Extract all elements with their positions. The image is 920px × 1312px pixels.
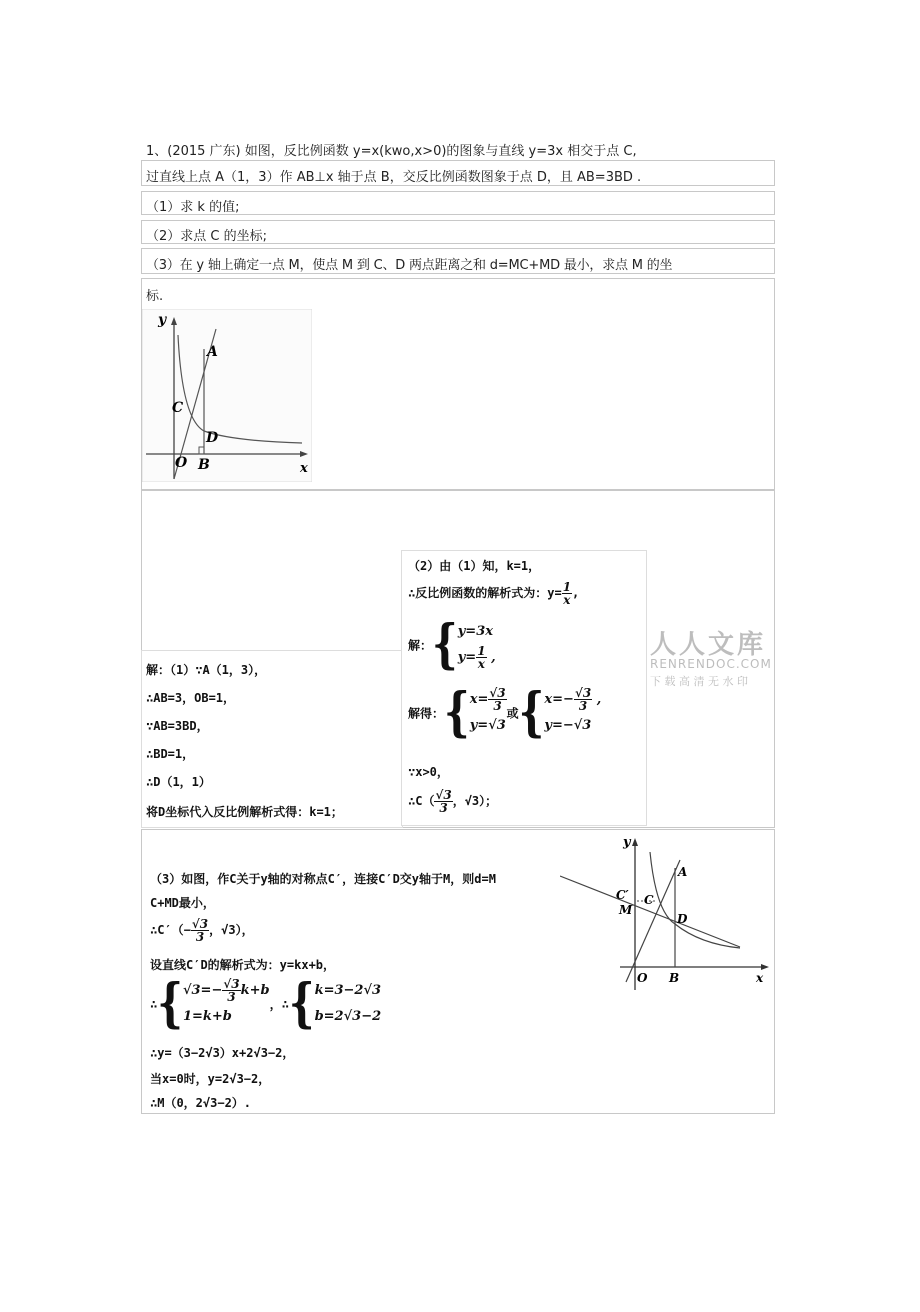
part-1-line-5: ∴D（1，1） [146, 775, 211, 789]
fig2-label-y: y [623, 835, 631, 850]
part-3-system-2-row-1: k=3−2√3 [314, 983, 382, 998]
problem-row-2 [141, 160, 775, 186]
part-3-system-1-row-2: 1=k+b [182, 1009, 232, 1024]
part-2-solution-2-y: y=−√3 [544, 718, 592, 733]
part-1-line-3: ∵AB=3BD， [146, 719, 209, 733]
part-2-system-frac-den: x [477, 657, 485, 671]
part-2-solution-1-x-left: x= [469, 692, 489, 707]
part-1-scan [141, 650, 403, 828]
part-2-system-rows [458, 619, 496, 671]
fig1-label-D: D [206, 430, 219, 446]
figure-1 [142, 309, 312, 482]
part-2-frac-den: x [563, 593, 571, 607]
part-2-solutions [408, 681, 602, 743]
part-2-system-label: 解： [408, 638, 433, 653]
question-row-2 [141, 220, 775, 244]
fig1-label-C: C [172, 400, 184, 416]
part-3-system-2-row-2: b=2√3−2 [314, 1009, 382, 1024]
part-3-system-1-row-1 [183, 978, 270, 1004]
part-2-solution-2-den: 3 [578, 699, 588, 713]
part-3-line-2: C+MD最小， [150, 896, 215, 910]
part-3-system-2 [315, 978, 382, 1030]
fig1-label-B: B [198, 457, 210, 473]
part-2-or: 或 [506, 706, 519, 721]
part-2-solution-1-y: y=√3 [469, 718, 506, 733]
part-3-system-1-row-1-left: √3=− [182, 983, 223, 998]
problem-line-2: 过直线上点 A（1，3）作 AB⊥x 轴于点 B，交反比例函数图象于点 D，且 AB=3BD . [146, 170, 642, 185]
part-2-scan [401, 550, 647, 826]
part-2-system [408, 613, 496, 675]
part-3-line-1: （3）如图，作C关于y轴的对称点C′，连接C′D交y轴于M，则d=M [150, 872, 496, 886]
part-2-line-6-left: ∴C（ [408, 794, 435, 808]
part-2-fraction [562, 581, 572, 606]
part-3-system-1-num: √3 [223, 977, 240, 991]
question-2: （2）求点 C 的坐标; [146, 229, 267, 244]
part-2-solution-1-num: √3 [489, 686, 506, 700]
part-1-line-2: ∴AB=3，OB=1， [146, 691, 236, 705]
part-2-line-2-text: ∴反比例函数的解析式为：y= [408, 586, 562, 600]
part-2-system-frac [476, 645, 486, 670]
fig1-label-O: O [175, 455, 188, 471]
part-2-system-row-2-left: y= [457, 650, 477, 665]
part-2-solution-1-frac [488, 687, 506, 712]
question-1: （1）求 k 的值; [146, 200, 240, 215]
fig2-label-B: B [669, 971, 680, 985]
brace-icon: { [444, 681, 470, 743]
brace-icon: { [432, 613, 458, 675]
fig2-label-x: x [756, 971, 764, 985]
part-2-frac-num: 1 [562, 580, 572, 594]
part-2-line-2: ∴反比例函数的解析式为：y= $\frac{1}{x}$ , [408, 580, 580, 607]
part-3-line-3 [150, 918, 254, 943]
part-1-line-6: 将D坐标代入反比例解析式得：k=1； [146, 805, 343, 819]
part-2-solution-2 [544, 687, 601, 739]
part-2-line-1: （2）由（1）知，k=1， [408, 559, 541, 573]
part-1-line-4: ∴BD=1， [146, 747, 195, 761]
part-3-line-3-left: ∴C′（− [150, 923, 191, 937]
question-row-3 [141, 248, 775, 274]
part-2-line-6-num: √3 [435, 788, 452, 802]
part-2-line-6-den: 3 [439, 801, 448, 815]
part-3-system-1-row-1-right: k+b [240, 983, 270, 998]
fig1-label-x: x [300, 461, 308, 476]
part-2-system-row-2: y= $\frac{1}{x}$ , [457, 644, 496, 671]
part-3-line-7: ∴M（0，2√3−2）. [150, 1096, 252, 1110]
part-2-line-5: ∵x>0， [408, 765, 449, 779]
part-2-solution-2-frac [574, 687, 592, 712]
part-3-line-3-den: 3 [195, 930, 205, 944]
part-2-line-6-right: ，√3）； [452, 794, 498, 808]
problem-line-1: 1、(2015 广东) 如图，反比例函数 y=x(kwo,x>0)的图象与直线 y=3x 相交于点 C, [146, 144, 637, 159]
part-3-line-6: 当x=0时，y=2√3−2， [150, 1072, 271, 1086]
brace-icon: { [157, 972, 183, 1034]
figure-2 [560, 832, 770, 992]
watermark-domain: RENRENDOC.COM [650, 657, 772, 671]
part-3-system-1-den: 3 [227, 990, 236, 1004]
brace-icon: { [518, 681, 545, 743]
part-2-solution-2-x: x=− $\frac{√3}{3}$ , [544, 686, 602, 713]
fig2-label-D: D [677, 912, 688, 926]
fig2-label-A: A [678, 865, 688, 879]
part-2-solution-1-den: 3 [493, 699, 502, 713]
part-3-line-5: ∴y=（3−2√3）x+2√3−2， [150, 1046, 295, 1060]
watermark-slogan: 下 载 高 清 无 水 印 [650, 675, 748, 688]
part-2-system-row-1: y=3x [457, 624, 493, 639]
part-2-line-6 [408, 789, 497, 814]
part-1-line-1: 解：（1）∵A（1，3）， [146, 663, 267, 677]
brace-icon: { [288, 972, 315, 1034]
part-3-systems: ∴{ √3=− $\frac{√3}{3}$ k+b 1=k+b ，∴{ k=3−2√3 b=2√3−2 [150, 972, 382, 1034]
fig2-label-C: C [644, 893, 654, 907]
part-2-system-frac-num: 1 [477, 644, 486, 658]
part-3-line-4: 设直线C′D的解析式为：y=kx+b， [150, 958, 336, 972]
question-row-1 [141, 191, 775, 215]
part-2-solution-2-x-left: x=− [544, 692, 574, 707]
question-3: （3）在 y 轴上确定一点 M，使点 M 到 C、D 两点距离之和 d=MC+MD 最小，求点 M 的坐 [146, 258, 673, 273]
fig1-label-y: y [158, 312, 167, 328]
part-3-line-3-num: √3 [191, 917, 209, 931]
part-2-solution-1-x [470, 687, 507, 713]
part-3-therefore-2: ∴ [281, 997, 289, 1011]
part-3-system-1 [183, 978, 270, 1030]
part-3-line-3-frac [191, 918, 209, 943]
part-3-therefore-1: ∴ [150, 997, 158, 1011]
part-2-line-6-frac [434, 789, 452, 814]
fig2-label-O: O [637, 971, 648, 985]
part-2-solution-1 [470, 687, 507, 739]
question-3-continued: 标. [146, 289, 164, 304]
fig2-label-Cp: C′ [616, 888, 629, 902]
fig2-label-M: M [619, 903, 633, 917]
part-3-line-3-right: ，√3）， [209, 923, 254, 937]
watermark-title: 人人文库 [650, 630, 767, 660]
part-2-solve-label: 解得： [408, 706, 445, 721]
fig1-label-A: A [207, 344, 218, 360]
part-3-system-1-frac [222, 978, 240, 1003]
part-2-solution-2-num: √3 [574, 686, 592, 700]
